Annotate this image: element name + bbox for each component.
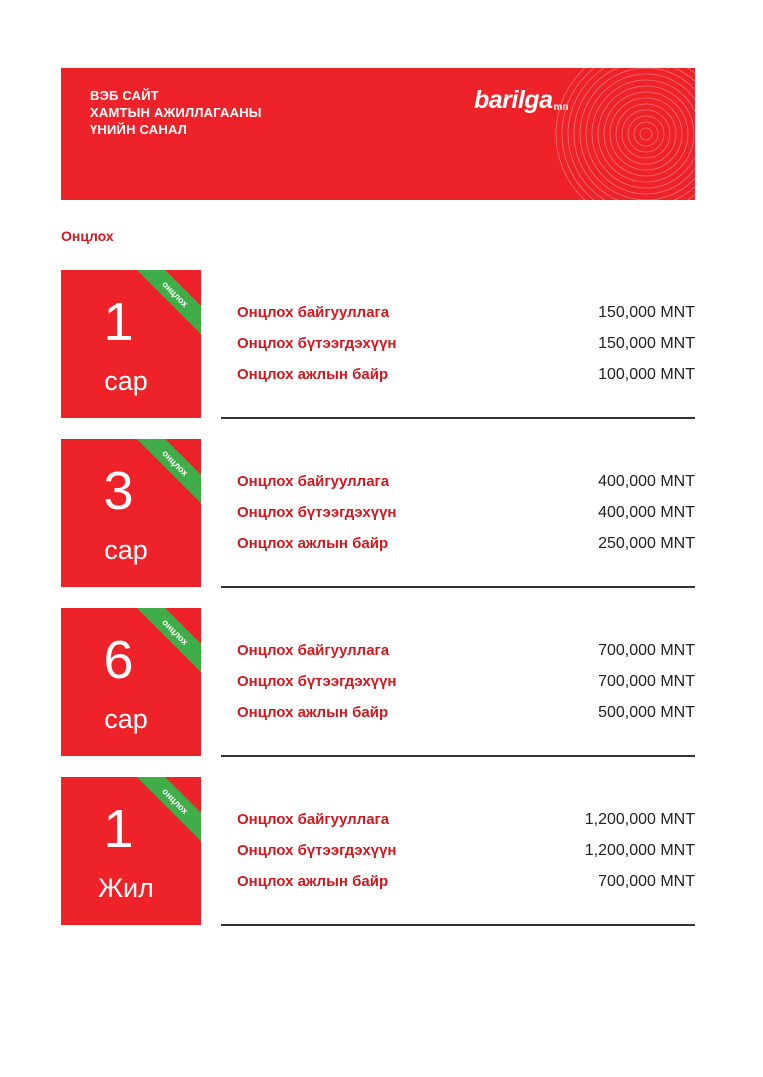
logo-tld: mn	[553, 102, 569, 113]
barilga-logo	[474, 86, 568, 115]
period-tile	[61, 608, 201, 756]
divider	[221, 586, 695, 588]
period-tile	[61, 777, 201, 925]
featured-ribbon: онцлох	[124, 439, 201, 510]
price-row	[237, 872, 695, 903]
period-number: 1	[103, 292, 134, 352]
service-price: 150,000 MNT	[598, 335, 695, 352]
price-list	[237, 303, 695, 396]
service-price: 400,000 MNT	[598, 504, 695, 521]
service-label: Онцлох бүтээгдэхүүн	[237, 335, 397, 352]
price-row	[237, 641, 695, 672]
featured-ribbon: онцлох	[124, 270, 201, 341]
price-row	[237, 703, 695, 734]
banner-title-line: ХАМТЫН АЖИЛЛАГААНЫ	[90, 105, 262, 120]
price-row	[237, 841, 695, 872]
period-unit: сар	[104, 366, 148, 396]
price-row	[237, 503, 695, 534]
period-unit: Жил	[98, 873, 154, 903]
price-list	[237, 641, 695, 734]
service-price: 700,000 MNT	[598, 873, 695, 890]
period-unit: сар	[104, 704, 148, 734]
service-price: 400,000 MNT	[598, 473, 695, 490]
price-row	[237, 534, 695, 565]
price-row	[237, 334, 695, 365]
package-block	[61, 270, 695, 420]
featured-ribbon: онцлох	[124, 777, 201, 848]
service-label: Онцлох байгууллага	[237, 304, 390, 321]
divider	[221, 755, 695, 757]
price-row	[237, 472, 695, 503]
divider	[221, 417, 695, 419]
service-label: Онцлох бүтээгдэхүүн	[237, 842, 397, 859]
service-label: Онцлох ажлын байр	[237, 366, 389, 383]
service-label: Онцлох бүтээгдэхүүн	[237, 673, 397, 690]
price-row	[237, 365, 695, 396]
service-price: 150,000 MNT	[598, 304, 695, 321]
price-list	[237, 472, 695, 565]
divider	[221, 924, 695, 926]
header-banner	[61, 68, 695, 200]
period-unit: сар	[104, 535, 148, 565]
service-price: 100,000 MNT	[598, 366, 695, 383]
service-label: Онцлох ажлын байр	[237, 873, 389, 890]
service-price: 1,200,000 MNT	[584, 842, 695, 859]
service-label: Онцлох бүтээгдэхүүн	[237, 504, 397, 521]
package-block	[61, 439, 695, 589]
service-label: Онцлох ажлын байр	[237, 535, 389, 552]
banner-title	[90, 87, 262, 138]
period-number: 3	[103, 461, 134, 521]
section-title: Онцлох	[61, 228, 114, 244]
service-price: 250,000 MNT	[598, 535, 695, 552]
period-number: 6	[103, 630, 134, 690]
service-label: Онцлох байгууллага	[237, 811, 390, 828]
period-number: 1	[103, 799, 134, 859]
period-tile	[61, 270, 201, 418]
period-tile	[61, 439, 201, 587]
service-price: 500,000 MNT	[598, 704, 695, 721]
price-row	[237, 672, 695, 703]
price-row	[237, 303, 695, 334]
price-row	[237, 810, 695, 841]
banner-title-line: ВЭБ САЙТ	[90, 88, 159, 103]
package-block	[61, 777, 695, 927]
price-list	[237, 810, 695, 903]
service-price: 700,000 MNT	[598, 673, 695, 690]
featured-ribbon: онцлох	[124, 608, 201, 679]
service-price: 700,000 MNT	[598, 642, 695, 659]
service-price: 1,200,000 MNT	[584, 811, 695, 828]
service-label: Онцлох байгууллага	[237, 473, 390, 490]
service-label: Онцлох байгууллага	[237, 642, 390, 659]
service-label: Онцлох ажлын байр	[237, 704, 389, 721]
banner-title-line: ҮНИЙН САНАЛ	[90, 122, 188, 137]
logo-text: barilga	[474, 86, 553, 114]
package-block	[61, 608, 695, 758]
